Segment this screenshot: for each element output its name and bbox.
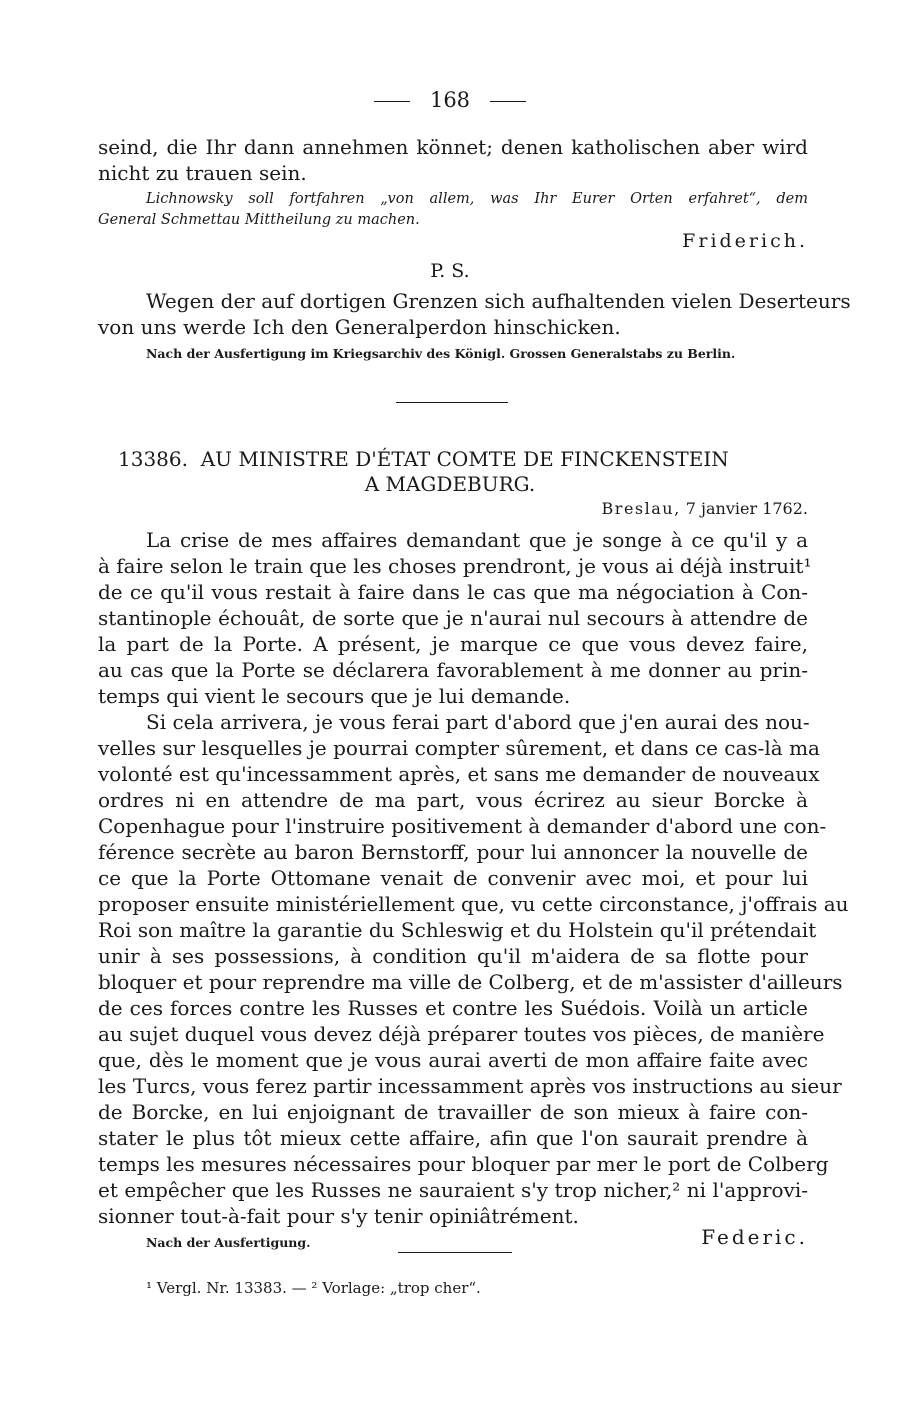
- letter-title: AU MINISTRE D'ÉTAT COMTE DE FINCKENSTEIN: [200, 447, 729, 471]
- editorial-note: General Schmettau Mittheilung zu machen.: [98, 212, 420, 228]
- body-line: de ce qu'il vous restait à faire dans le cas que ma négociation à Con-: [98, 580, 808, 604]
- body-line: de ces forces contre les Russes et contre les Suédois. Voilà un article: [98, 996, 808, 1020]
- body-line: volonté est qu'incessamment après, et sans me demander de nouveaux: [98, 762, 820, 786]
- body-line: Copenhague pour l'instruire positivement à demander d'abord une con-: [98, 814, 827, 838]
- body-line: velles sur lesquelles je pourrai compter sûrement, et dans ce cas-là ma: [98, 736, 820, 760]
- source-note: Nach der Ausfertigung.: [146, 1235, 311, 1250]
- body-line: de Borcke, en lui enjoignant de travailler de son mieux à faire con-: [98, 1100, 808, 1124]
- body-line: ordres ni en attendre de ma part, vous écrirez au sieur Borcke à: [98, 788, 808, 812]
- text-line: nicht zu trauen sein.: [98, 161, 307, 185]
- left-dash: [374, 101, 410, 102]
- letter-dateline: [602, 497, 808, 521]
- body-line: stantinople échouât, de sorte que je n'aurai nul secours à attendre de: [98, 606, 808, 630]
- letter-title-line-2: A MAGDEBURG.: [364, 472, 536, 496]
- body-line: que, dès le moment que je vous aurai averti de mon affaire faite avec: [98, 1048, 808, 1072]
- postscript-heading: P. S.: [430, 260, 470, 282]
- text-line: seind, die Ihr dann annehmen könnet; denen katholischen aber wird: [98, 135, 808, 159]
- body-line: la part de la Porte. A présent, je marque ce que vous devez faire,: [98, 632, 808, 656]
- place: Breslau,: [601, 499, 681, 518]
- body-line: férence secrète au baron Bernstorff, pour lui annoncer la nouvelle de: [98, 840, 808, 864]
- source-note: Nach der Ausfertigung im Kriegsarchiv des Königl. Grossen Generalstabs zu Berlin.: [146, 346, 736, 361]
- body-line: au cas que la Porte se déclarera favorablement à me donner au prin-: [98, 658, 808, 682]
- letter-heading: [118, 446, 808, 472]
- body-line: à faire selon le train que les choses prendront, je vous ai déjà instruit¹: [98, 554, 812, 578]
- body-line: Roi son maître la garantie du Schleswig et du Holstein qu'il prétendait: [98, 918, 817, 942]
- body-line: La crise de mes affaires demandant que je songe à ce qu'il y a: [146, 528, 808, 552]
- body-line: ce que la Porte Ottomane venait de convenir avec moi, et pour lui: [98, 866, 808, 890]
- body-line: et empêcher que les Russes ne sauraient s'y trop nicher,² ni l'approvi-: [98, 1178, 808, 1202]
- letter-number: 13386.: [118, 447, 188, 471]
- footnotes: ¹ Vergl. Nr. 13383. — ² Vorlage: „trop cher“.: [146, 1279, 481, 1297]
- body-line: temps les mesures nécessaires pour bloquer par mer le port de Colberg: [98, 1152, 829, 1176]
- section-divider: [396, 402, 508, 403]
- page-number-line: [0, 86, 900, 114]
- body-line: sionner tout-à-fait pour s'y tenir opiniâtrément.: [98, 1204, 579, 1228]
- text-line: Wegen der auf dortigen Grenzen sich aufhaltenden vielen Deserteurs: [146, 289, 851, 313]
- body-line: au sujet duquel vous devez déjà préparer toutes vos pièces, de manière: [98, 1022, 825, 1046]
- right-dash: [490, 101, 526, 102]
- editorial-note: Lichnowsky soll fortfahren „von allem, was Ihr Eurer Orten erfahret“, dem: [146, 191, 808, 207]
- signature: Federic.: [701, 1225, 808, 1249]
- body-line: stater le plus tôt mieux cette affaire, afin que l'on saurait prendre à: [98, 1126, 808, 1150]
- body-line: proposer ensuite ministériellement que, vu cette circonstance, j'offrais au: [98, 892, 849, 916]
- body-line: unir à ses possessions, à condition qu'il m'aidera de sa flotte pour: [98, 944, 808, 968]
- body-line: Si cela arrivera, je vous ferai part d'abord que j'en aurai des nou-: [146, 710, 810, 734]
- body-line: les Turcs, vous ferez partir incessamment après vos instructions au sieur: [98, 1074, 842, 1098]
- text-line: von uns werde Ich den Generalperdon hinschicken.: [98, 315, 621, 339]
- body-line: temps qui vient le secours que je lui demande.: [98, 684, 571, 708]
- date: 7 janvier 1762.: [685, 499, 808, 518]
- page-number: 168: [429, 88, 471, 112]
- body-line: bloquer et pour reprendre ma ville de Colberg, et de m'assister d'ailleurs: [98, 970, 843, 994]
- signature: Friderich.: [682, 230, 808, 252]
- section-divider: [398, 1252, 512, 1253]
